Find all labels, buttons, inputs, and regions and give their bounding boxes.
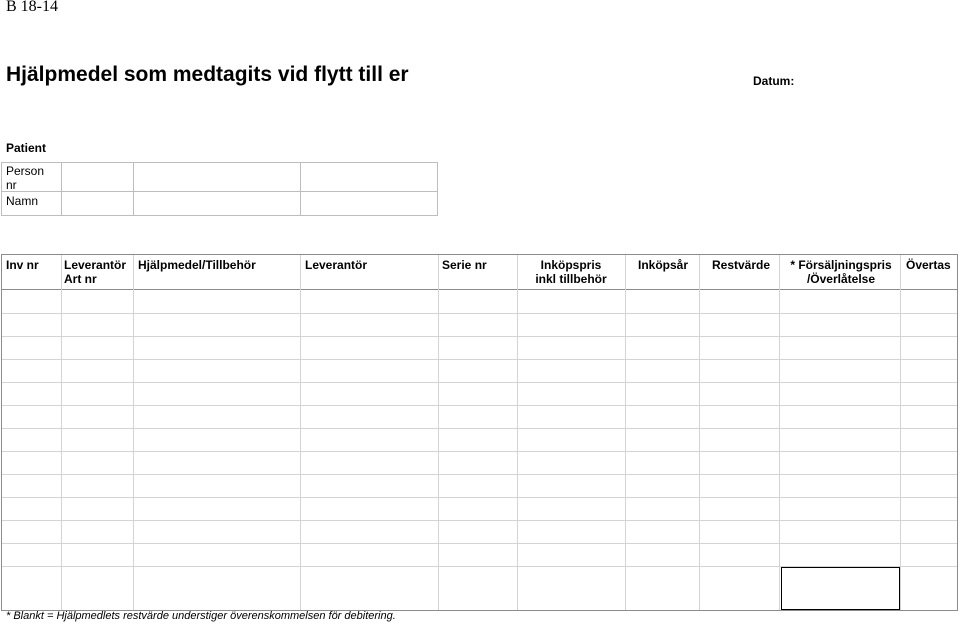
person-nr-label-line2: nr bbox=[6, 178, 17, 192]
person-nr-label bbox=[6, 164, 44, 192]
col-header-sale-price bbox=[782, 258, 900, 286]
col-header-residual-value: Restvärde bbox=[712, 258, 771, 272]
table-row[interactable] bbox=[2, 405, 957, 428]
table-row[interactable] bbox=[2, 428, 957, 451]
table-row[interactable] bbox=[2, 289, 957, 313]
col-header-line1: Leverantör bbox=[64, 258, 127, 272]
patient-col-divider bbox=[61, 163, 62, 215]
table-row[interactable] bbox=[2, 497, 957, 520]
col-header-supplier-art-nr bbox=[64, 258, 126, 286]
col-header-line1: Inköpspris bbox=[540, 258, 602, 272]
sale-price-summary-box bbox=[781, 567, 900, 610]
patient-row-divider bbox=[2, 191, 437, 192]
table-row[interactable] bbox=[2, 474, 957, 497]
page-title: Hjälpmedel som medtagits vid flytt till er bbox=[6, 63, 409, 86]
col-header-inv-nr: Inv nr bbox=[6, 258, 39, 272]
col-header-taken-over: Övertas bbox=[906, 258, 951, 272]
table-row[interactable] bbox=[2, 359, 957, 382]
col-header-purchase-year: Inköpsår bbox=[638, 258, 689, 272]
table-row[interactable] bbox=[2, 313, 957, 336]
equipment-table bbox=[1, 254, 958, 611]
col-header-line1: * Försäljningspris bbox=[790, 258, 892, 272]
table-row[interactable] bbox=[2, 543, 957, 566]
col-header-aid-accessory: Hjälpmedel/Tillbehör bbox=[138, 258, 256, 272]
col-header-line2: Art nr bbox=[64, 272, 97, 286]
name-label: Namn bbox=[6, 194, 39, 208]
table-row[interactable] bbox=[2, 520, 957, 543]
col-header-line2: /Överlåtelse bbox=[806, 272, 876, 286]
col-header-serial-nr: Serie nr bbox=[442, 258, 487, 272]
person-nr-label-line1: Person bbox=[6, 164, 45, 178]
footnote: * Blankt = Hjälpmedlets restvärde understiger överenskommelsen för debitering. bbox=[6, 610, 396, 622]
col-header-supplier: Leverantör bbox=[305, 258, 368, 272]
document-code: B 18-14 bbox=[6, 0, 58, 15]
patient-info-box bbox=[1, 162, 438, 216]
table-row[interactable] bbox=[2, 451, 957, 474]
patient-heading: Patient bbox=[6, 141, 47, 155]
table-row[interactable] bbox=[2, 336, 957, 359]
col-header-line2: inkl tillbehör bbox=[535, 272, 607, 286]
patient-col-divider bbox=[300, 163, 301, 215]
date-label: Datum: bbox=[753, 74, 795, 88]
patient-col-divider bbox=[133, 163, 134, 215]
table-row[interactable] bbox=[2, 382, 957, 405]
col-header-purchase-price bbox=[518, 258, 624, 286]
